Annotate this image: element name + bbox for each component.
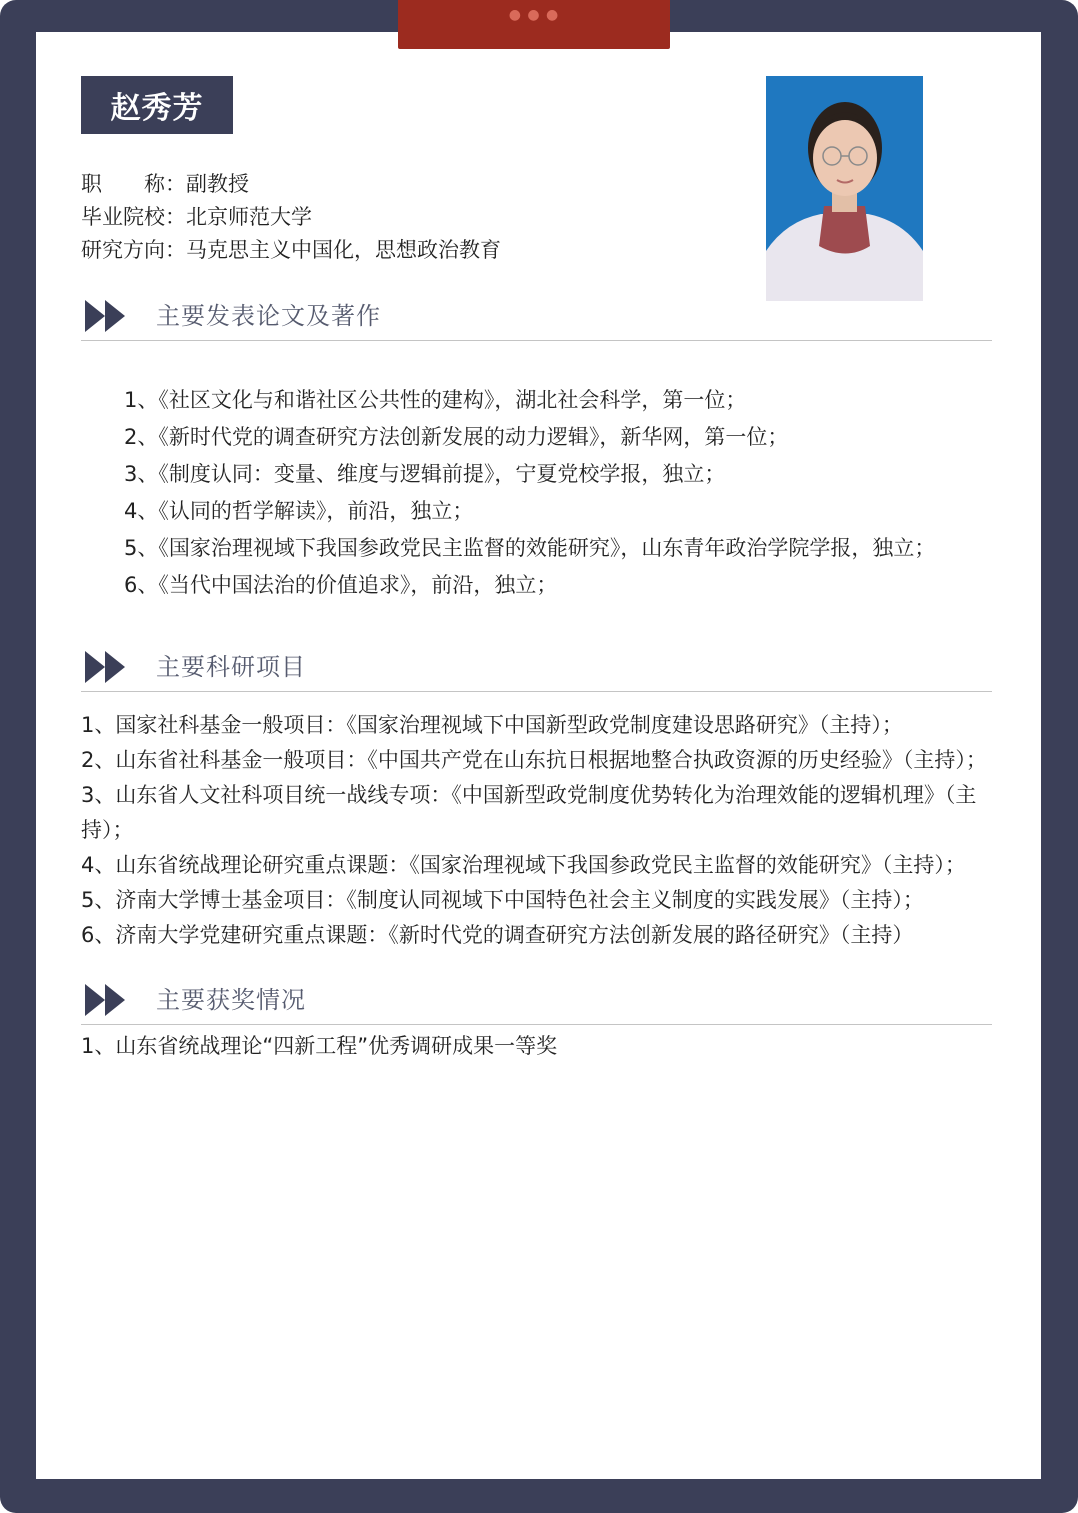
list-item: 2、《新时代党的调查研究方法创新发展的动力逻辑》，新华网，第一位； [124,425,789,449]
info-row-research [81,234,501,267]
section-publications-header [81,292,992,341]
info-value: 副教授 [186,172,249,196]
info-value: 北京师范大学 [186,205,312,229]
info-row-title [81,168,501,201]
list-item: 3、《制度认同：变量、维度与逻辑前提》，宁夏党校学报，独立； [124,462,726,486]
profile-info [81,168,501,267]
info-label: 研究方向： [81,238,186,262]
dots-icon: ● ● ● [508,7,560,23]
double-arrow-icon [85,984,129,1016]
info-row-school [81,201,501,234]
section-projects-header [81,643,992,692]
info-label: 毕业院校： [81,205,186,229]
double-arrow-icon [85,651,129,683]
portrait-photo [766,76,923,301]
list-item: 2、山东省社科基金一般项目：《中国共产党在山东抗日根据地整合执政资源的历史经验》（主持）； [81,748,987,772]
info-value: 马克思主义中国化，思想政治教育 [186,238,501,262]
list-item: 4、山东省统战理论研究重点课题：《国家治理视域下我国参政党民主监督的效能研究》（主持）； [81,853,966,877]
portrait-illustration [766,76,923,301]
double-arrow-icon [85,300,129,332]
list-item: 3、山东省人文社科项目统一战线专项：《中国新型政党制度优势转化为治理效能的逻辑机理》（主持）； [81,783,977,842]
list-item: 5、济南大学博士基金项目：《制度认同视域下中国特色社会主义制度的实践发展》（主持）； [81,888,924,912]
list-item: 6、《当代中国法治的价值追求》，前沿，独立； [124,573,558,597]
list-item: 6、济南大学党建研究重点课题：《新时代党的调查研究方法创新发展的路径研究》（主持） [81,923,914,947]
section-title: 主要科研项目 [156,653,306,681]
section-title: 主要获奖情况 [156,986,306,1014]
list-item: 1、山东省统战理论“四新工程”优秀调研成果一等奖 [81,1034,558,1058]
list-item: 1、国家社科基金一般项目：《国家治理视域下中国新型政党制度建设思路研究》（主持）； [81,713,903,737]
section-awards-header [81,976,992,1025]
publications-list [124,382,935,604]
list-item: 4、《认同的哲学解读》，前沿，独立； [124,499,474,523]
list-item: 5、《国家治理视域下我国参政党民主监督的效能研究》，山东青年政治学院学报，独立； [124,536,936,560]
section-title: 主要发表论文及著作 [156,302,381,330]
name-title: 赵秀芳 [81,76,233,134]
projects-list [81,708,1001,953]
awards-list [81,1029,557,1064]
top-tab [398,0,670,49]
info-label: 职 称： [81,172,186,196]
list-item: 1、《社区文化与和谐社区公共性的建构》，湖北社会科学，第一位； [124,388,747,412]
